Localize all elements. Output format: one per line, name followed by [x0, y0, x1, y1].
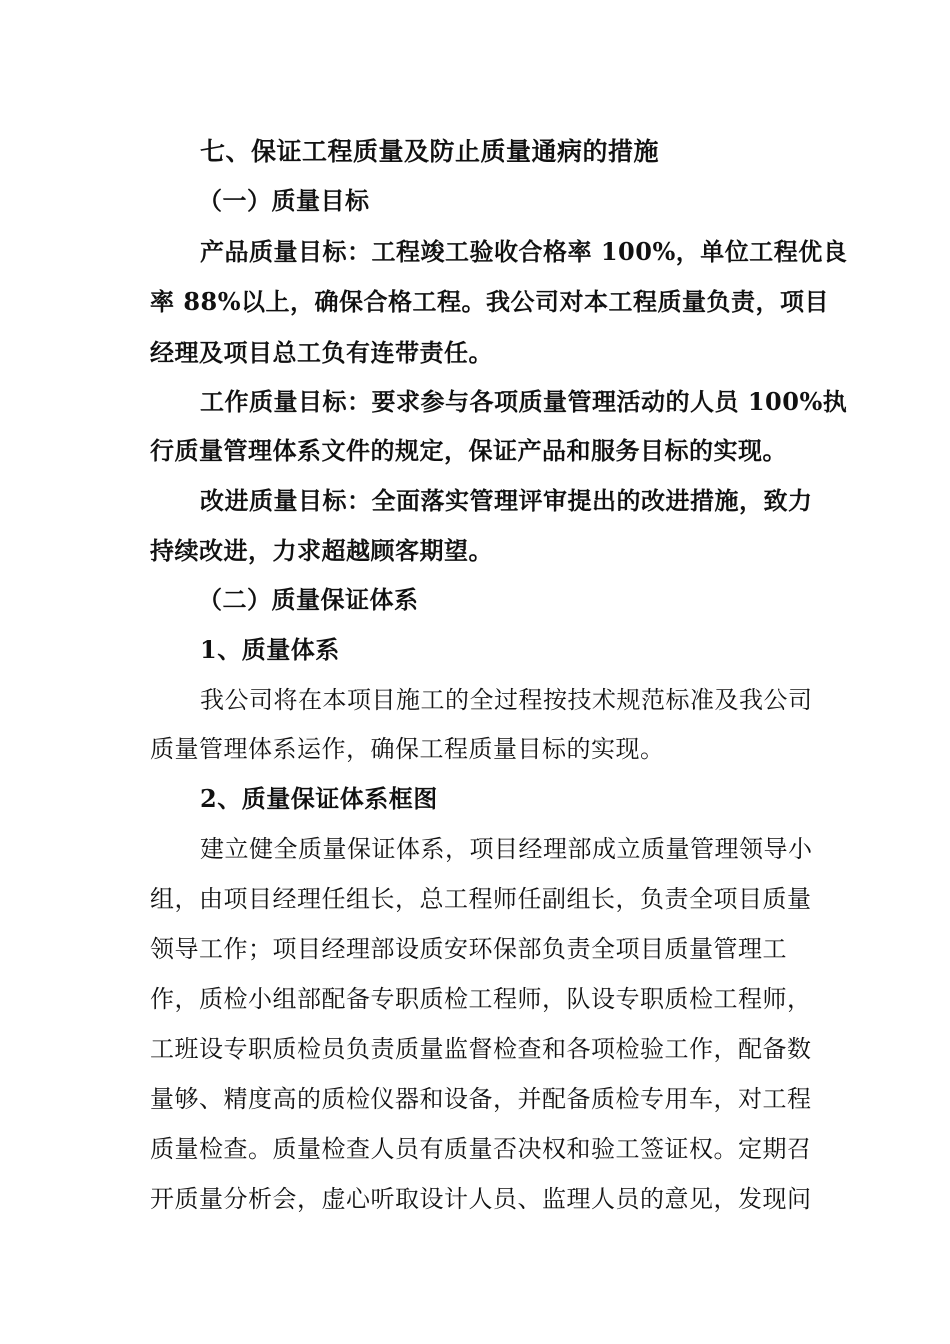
paragraph-line: 我公司将在本项目施工的全过程按技术规范标准及我公司 [200, 686, 813, 714]
paragraph-line: 行质量管理体系文件的规定，保证产品和服务目标的实现。 [150, 436, 787, 465]
paragraph-line: 开质量分析会，虚心听取设计人员、监理人员的意见，发现问 [150, 1185, 812, 1213]
paragraph-line: 领导工作；项目经理部设质安环保部负责全项目质量管理工 [150, 935, 787, 963]
paragraph-line: 经理及项目总工负有连带责任。 [150, 338, 493, 367]
paragraph-line: 持续改进，力求超越顾客期望。 [150, 536, 493, 565]
paragraph-line: 质量检查。质量检查人员有质量否决权和验工签证权。定期召 [150, 1135, 812, 1163]
paragraph-line: 工作质量目标：要求参与各项质量管理活动的人员 100%执 [200, 387, 848, 416]
subsection-heading-framework: 2、质量保证体系框图 [200, 784, 438, 813]
paragraph-line: 组，由项目经理任组长，总工程师任副组长，负责全项目质量 [150, 885, 812, 913]
paragraph-line: 建立健全质量保证体系，项目经理部成立质量管理领导小 [200, 835, 813, 863]
paragraph-line: 作，质检小组部配备专职质检工程师，队设专职质检工程师， [150, 985, 812, 1013]
paragraph-line: 质量管理体系运作，确保工程质量目标的实现。 [150, 735, 665, 763]
paragraph-line: 工班设专职质检员负责质量监督检查和各项检验工作，配备数 [150, 1035, 812, 1063]
paragraph-line: 改进质量目标：全面落实管理评审提出的改进措施，致力 [200, 486, 813, 515]
paragraph-line: 产品质量目标：工程竣工验收合格率 100%，单位工程优良 [200, 237, 848, 266]
section-heading-quality-goals: （一）质量目标 [198, 186, 370, 215]
subsection-heading-quality-system: 1、质量体系 [200, 635, 340, 664]
section-heading-quality-system: （二）质量保证体系 [198, 585, 419, 614]
document-title: 七、保证工程质量及防止质量通病的措施 [200, 137, 660, 166]
paragraph-line: 量够、精度高的质检仪器和设备，并配备质检专用车，对工程 [150, 1085, 812, 1113]
paragraph-line: 率 88%以上，确保合格工程。我公司对本工程质量负责，项目 [150, 287, 830, 316]
